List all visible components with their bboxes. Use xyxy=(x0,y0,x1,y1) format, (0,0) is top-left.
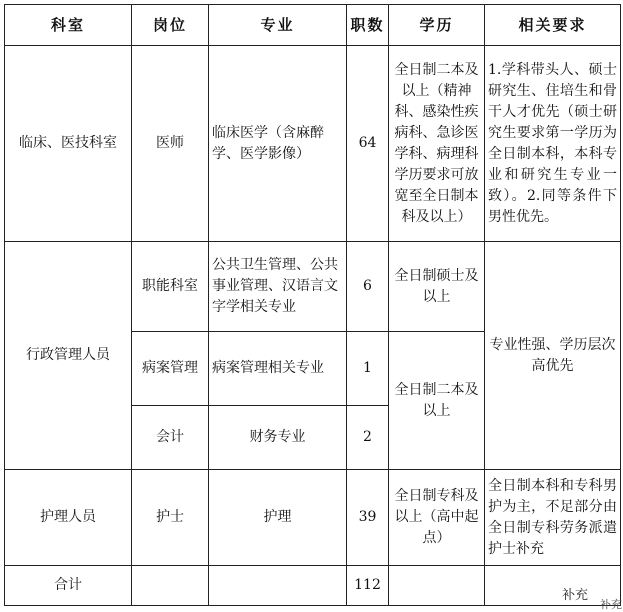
cell-position: 会计 xyxy=(132,406,209,470)
footer-note: 补充 xyxy=(562,588,589,603)
header-education: 学历 xyxy=(389,5,485,46)
cell-major: 临床医学（含麻醉学、医学影像） xyxy=(209,46,347,242)
header-department: 科室 xyxy=(5,5,132,46)
cell-major: 公共卫生管理、公共事业管理、汉语言文字学相关专业 xyxy=(209,242,347,332)
table-header-row xyxy=(5,5,621,46)
cell-education: 全日制专科及以上（高中起点） xyxy=(389,470,485,566)
cell-count: 1 xyxy=(347,332,389,406)
cell-empty xyxy=(132,566,209,606)
cell-total-label: 合计 xyxy=(5,566,132,606)
corner-mark: 补充 xyxy=(600,598,622,611)
cell-major: 财务专业 xyxy=(209,406,347,470)
cell-education: 全日制硕士及以上 xyxy=(389,242,485,332)
cell-position: 病案管理 xyxy=(132,332,209,406)
cell-department: 护理人员 xyxy=(5,470,132,566)
cell-education: 全日制二本及以上（精神科、感染性疾病科、急诊医学科、病理科学历要求可放宽至全日制本科及以上） xyxy=(389,46,485,242)
header-requirements: 相关要求 xyxy=(485,5,621,46)
recruitment-table xyxy=(4,4,621,606)
table-row-total xyxy=(5,566,621,606)
header-major: 专业 xyxy=(209,5,347,46)
cell-count: 39 xyxy=(347,470,389,566)
cell-empty xyxy=(209,566,347,606)
table-row-functional xyxy=(5,242,621,332)
cell-position: 护士 xyxy=(132,470,209,566)
table-row-clinical xyxy=(5,46,621,242)
header-position: 岗位 xyxy=(132,5,209,46)
cell-position: 医师 xyxy=(132,46,209,242)
cell-requirements: 全日制本科和专科男护为主，不足部分由全日制专科劳务派遣护士补充 xyxy=(485,470,621,566)
cell-requirements: 1.学科带头人、硕士研究生、住培生和骨干人才优先（硕士研究生要求第一学历为全日制本科，本科专业和研究生专业一致）。2.同等条件下男性优先。 xyxy=(485,46,621,242)
cell-count: 64 xyxy=(347,46,389,242)
cell-empty xyxy=(389,566,485,606)
cell-total-count: 112 xyxy=(347,566,389,606)
cell-department: 行政管理人员 xyxy=(5,242,132,470)
cell-education: 全日制二本及以上 xyxy=(389,332,485,470)
header-count: 职数 xyxy=(347,5,389,46)
cell-count: 6 xyxy=(347,242,389,332)
cell-requirements: 专业性强、学历层次高优先 xyxy=(485,242,621,470)
cell-position: 职能科室 xyxy=(132,242,209,332)
cell-count: 2 xyxy=(347,406,389,470)
table-row-nursing xyxy=(5,470,621,566)
cell-major: 病案管理相关专业 xyxy=(209,332,347,406)
cell-major: 护理 xyxy=(209,470,347,566)
cell-department: 临床、医技科室 xyxy=(5,46,132,242)
